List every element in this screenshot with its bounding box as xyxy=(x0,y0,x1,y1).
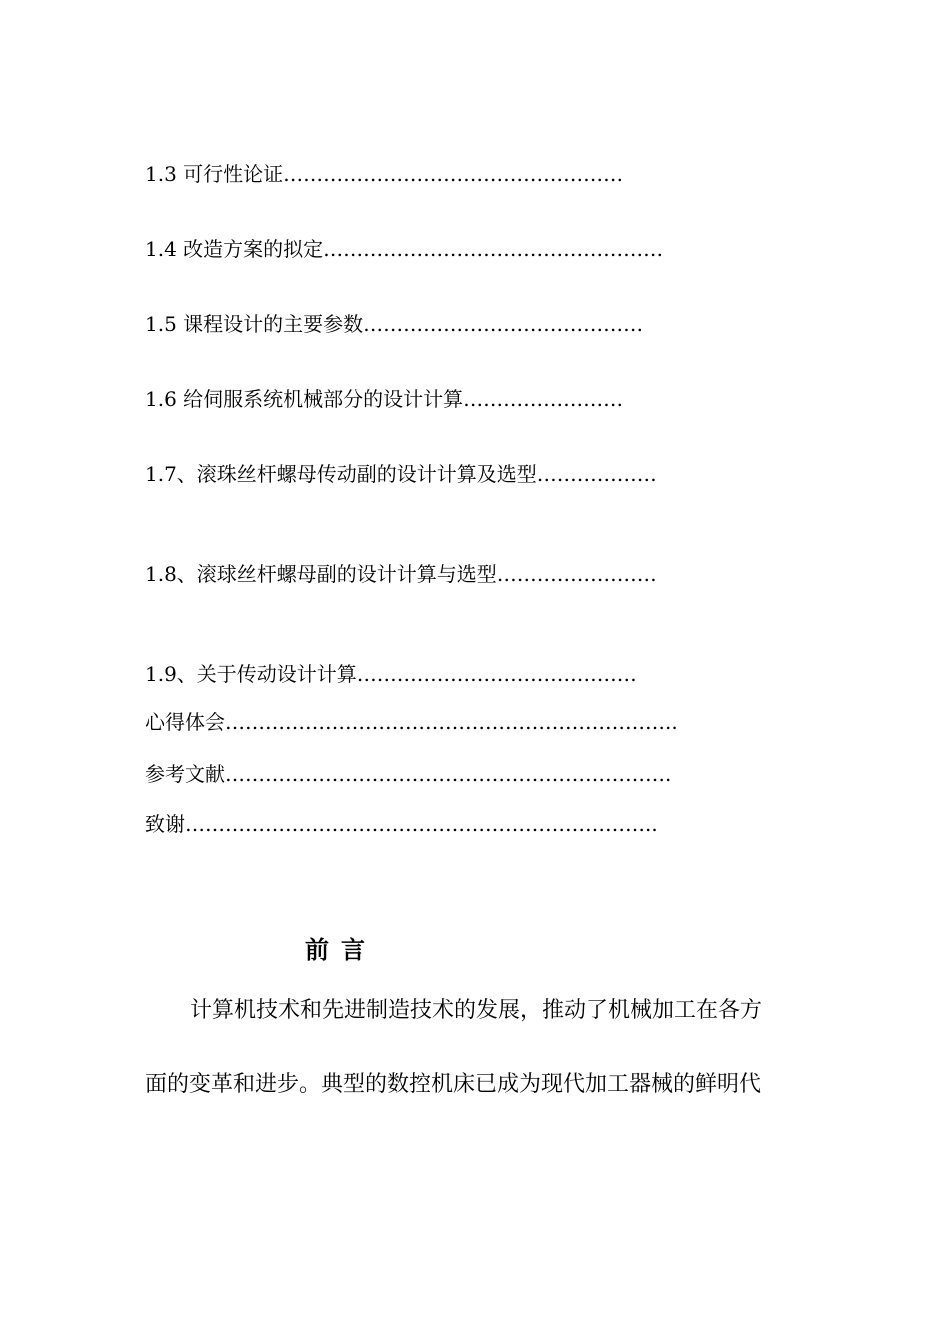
toc-item-1-4: 1.4 改造方案的拟定…………………………………………… xyxy=(145,237,664,261)
toc-item-1-3: 1.3 可行性论证…………………………………………… xyxy=(145,162,624,186)
toc-item-reflections: 心得体会………………………………………………………….. xyxy=(145,710,678,734)
toc-item-1-6: 1.6 给伺服系统机械部分的设计计算…………………… xyxy=(145,387,624,411)
toc-item-1-5: 1.5 课程设计的主要参数…………………………………… xyxy=(145,312,644,336)
toc-item-acknowledgements: 致谢…………………………………………………………….. xyxy=(145,812,658,836)
toc-item-1-9: 1.9、关于传动设计计算…………………………………… xyxy=(145,662,637,686)
preface-title: 前言 xyxy=(305,935,377,964)
preface-paragraph-line-1: 计算机技术和先进制造技术的发展，推动了机械加工在各方 xyxy=(190,998,763,1023)
toc-item-1-8: 1.8、滚球丝杆螺母副的设计计算与选型…………………… xyxy=(145,562,657,586)
toc-item-references: 参考文献…………………………………………………………. xyxy=(145,762,672,786)
toc-item-1-7: 1.7、滚珠丝杆螺母传动副的设计计算及选型……………… xyxy=(145,462,657,486)
preface-paragraph-line-2: 面的变革和进步。典型的数控机床已成为现代加工器械的鲜明代 xyxy=(145,1072,762,1097)
